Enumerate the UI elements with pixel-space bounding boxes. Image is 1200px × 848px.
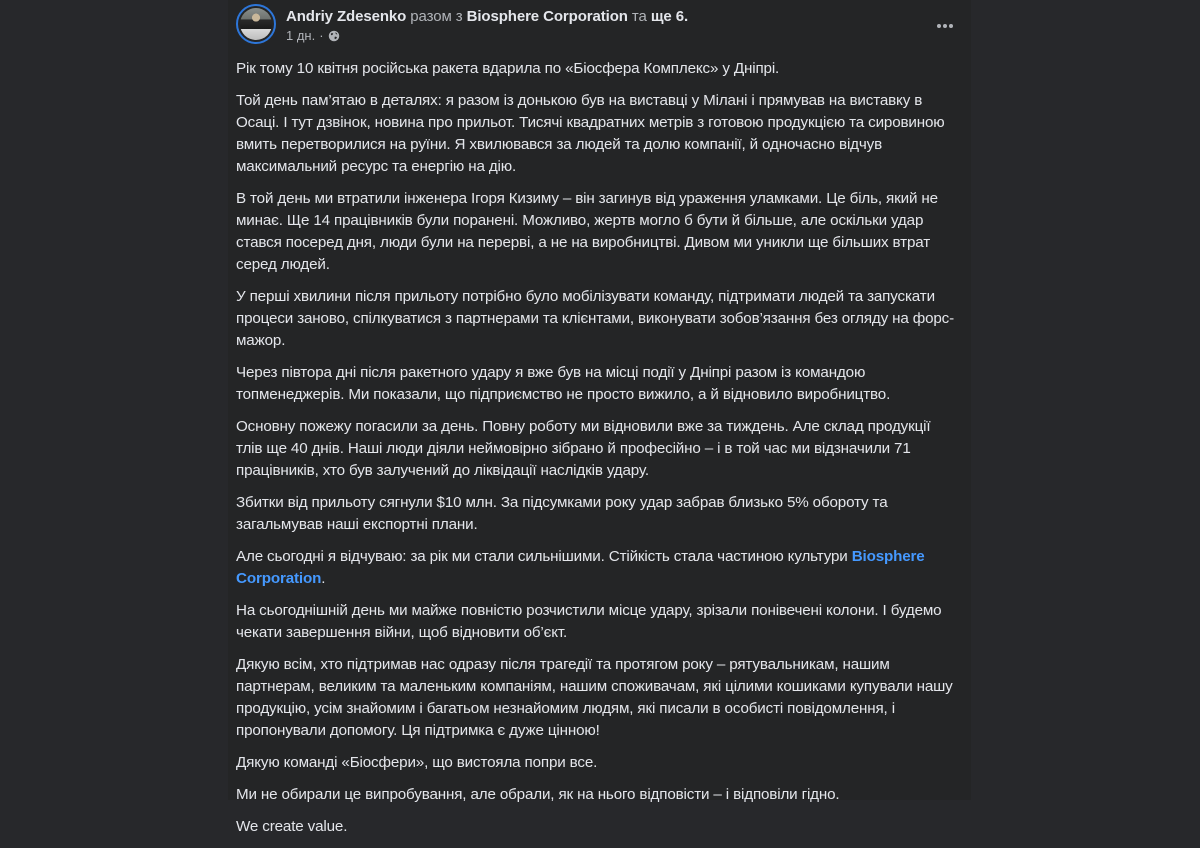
paragraph: На сьогоднішній день ми майже повністю розчистили місце удару, зрізали понівечені колони. І будемо чекати завершення війни, щоб відновити об’єкт. [236,602,942,641]
more-horizontal-icon [937,24,941,28]
post-header [228,0,971,52]
paragraph-resilience [236,546,956,590]
and-text: та [631,8,647,25]
paragraph: Той день пам’ятаю в деталях: я разом із донькою був на виставці у Мілані і прямував на виставку в Осаці. І тут дзвінок, новина про прильот. Тисячі квадратних метрів з готовою продукцією та сировиною вмить перетворилися на руїни. Я хвилювався за людей та долю компанії, й одночасно відчув максимальний ресурс та енергію на дію. [236,92,945,175]
paragraph: We create value. [236,818,348,835]
post-text [236,58,956,848]
facebook-post [228,0,971,835]
author-name[interactable]: Andriy Zdesenko [286,8,407,25]
paragraph: Дякую команді «Біосфери», що вистояла попри все. [236,754,598,771]
more-dot [949,24,953,28]
post-meta [286,28,340,43]
paragraph: Ми не обирали це випробування, але обрали, як на нього відповісти – і відповіли гідно. [236,786,840,803]
resilience-text: Але сьогодні я відчуваю: за рік ми стали сильнішими. Стійкість стала частиною культури [236,548,852,565]
with-text: разом з [410,8,463,25]
paragraph: Основну пожежу погасили за день. Повну роботу ми відновили вже за тиждень. Але склад продукції тлів ще 40 днів. Наші люди діяли неймовірно зібрано й професійно – і в той час ми відзначили 71 працівників, хто був залучений до ліквідації наслідків удару. [236,418,931,479]
avatar-photo [240,8,272,40]
meta-separator: · [319,28,324,43]
paragraph: Рік тому 10 квітня російська ракета вдарила по «Біосфера Комплекс» у Дніпрі. [236,60,780,77]
biosphere-corporation-tag[interactable]: Biosphere Corporation [236,548,925,587]
paragraph: В той день ми втратили інженера Ігоря Кизиму – він загинув від ураження уламками. Це біль, який не минає. Ще 14 працівників були поранені. Можливо, жертв могло б бути й більше, але оскільки удар стався посеред дня, люди були на перерві, а не на виробництві. Дивом ми уникли ще більших втрат серед людей. [236,190,938,273]
author-line [286,8,688,25]
paragraph: У перші хвилини після прильоту потрібно було мобілізувати команду, підтримати людей та запускати процеси заново, спілкуватися з партнерами та клієнтами, виконувати зобов’язання без огляду на форс-мажор. [236,288,955,349]
others-link[interactable]: ще 6. [650,8,689,25]
paragraph: Дякую всім, хто підтримав нас одразу після трагедії та протягом року – рятувальникам, нашим партнерам, великим та маленьким компаніям, нашим споживачам, які цілими кошиками купували нашу продукцію, усім знайомим і багатьом незнайомим людям, які писали в особисті повідомлення, і пропонували допомогу. Ця підтримка є дуже цінною! [236,656,953,739]
more-dot [943,24,947,28]
more-options-button[interactable] [931,12,959,40]
author-avatar[interactable] [236,4,276,44]
post-timestamp[interactable]: 1 дн. [286,28,316,43]
paragraph: Збитки від прильоту сягнули $10 млн. За підсумками року удар забрав близько 5% обороту та загальмував наші експортні плани. [236,494,888,533]
co-author-name[interactable]: Biosphere Corporation [466,8,628,25]
paragraph: Через півтора дні після ракетного удару я вже був на місці події у Дніпрі разом із командою топменеджерів. Ми показали, що підприємство не просто вижило, а й відновило виробництво. [236,364,891,403]
resilience-end: . [321,570,326,587]
globe-icon[interactable] [328,30,340,42]
